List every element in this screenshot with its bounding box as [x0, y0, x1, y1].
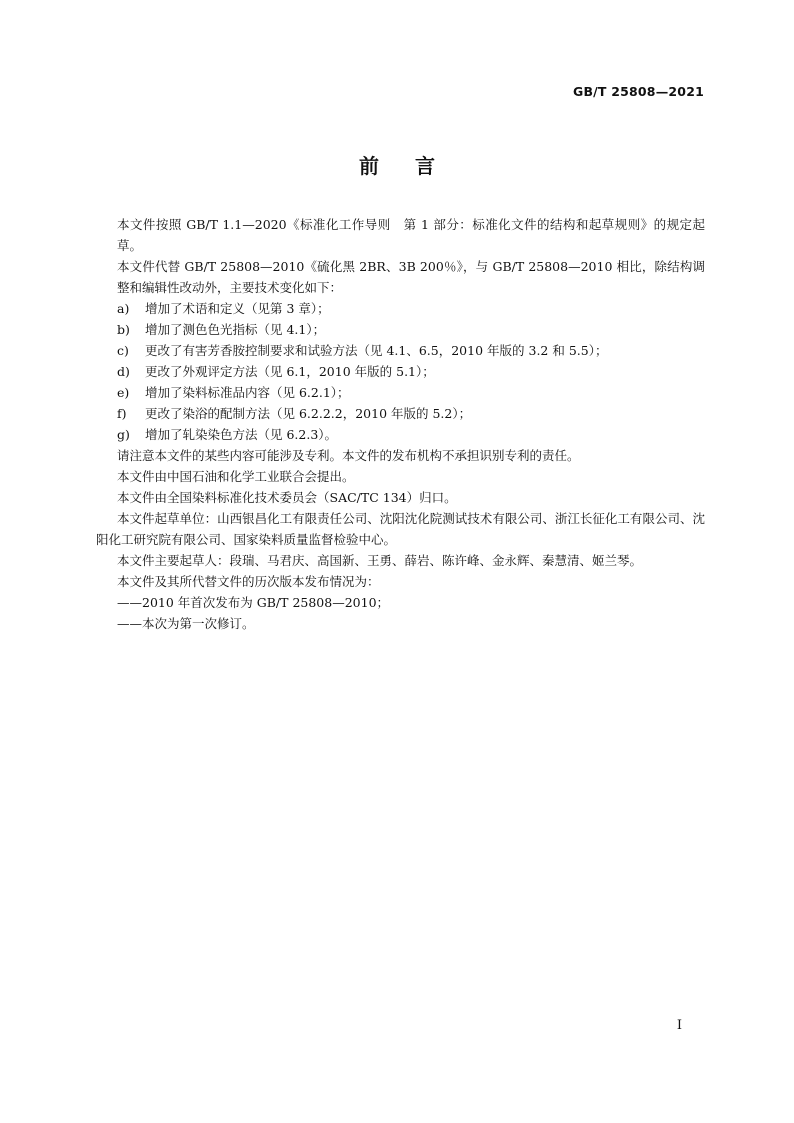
list-item: [117, 298, 705, 319]
history-item: ——本次为第一次修订。: [117, 616, 255, 631]
list-item-text: 增加了测色色光指标（见 4.1）；: [145, 322, 326, 337]
page-title: 前言: [359, 154, 471, 178]
list-item: [117, 403, 705, 424]
list-item: [117, 340, 705, 361]
list-item: [117, 382, 705, 403]
paragraph-proposed-by: 本文件由中国石油和化学工业联合会提出。: [117, 469, 355, 484]
list-item: [117, 319, 705, 340]
list-item: [117, 424, 705, 445]
paragraph-drafters: 本文件主要起草人：段瑞、马君庆、高国新、王勇、薛岩、陈许峰、金永辉、秦慧清、姬兰琴。: [117, 553, 643, 568]
list-item-text: 更改了外观评定方法（见 6.1，2010 年版的 5.1）；: [145, 364, 435, 379]
list-marker: g): [117, 427, 130, 442]
list-marker: e): [117, 385, 130, 400]
paragraph-drafting-rule: [117, 214, 705, 256]
list-marker: f): [117, 406, 127, 421]
page-number: I: [676, 1018, 682, 1033]
paragraph-patent-notice: 请注意本文件的某些内容可能涉及专利。本文件的发布机构不承担识别专利的责任。: [117, 448, 580, 463]
history-item: ——2010 年首次发布为 GB/T 25808—2010；: [117, 595, 390, 610]
list-marker: d): [117, 364, 130, 379]
changes-list: [117, 298, 705, 445]
list-item-text: 增加了轧染染色方法（见 6.2.3）。: [145, 427, 338, 442]
paragraph-centralized-by: 本文件由全国染料标准化技术委员会（SAC/TC 134）归口。: [117, 490, 457, 505]
list-item-text: 增加了染料标准品内容（见 6.2.1）；: [145, 385, 350, 400]
paragraph-history-intro: 本文件及其所代替文件的历次版本发布情况为：: [117, 574, 380, 589]
foreword-body: [96, 214, 705, 634]
list-item-text: 增加了术语和定义（见第 3 章）；: [145, 301, 330, 316]
paragraph-text: 本文件按照 GB/T 1.1—2020《标准化工作导则 第 1 部分：标准化文件的结构和起草规则》的规定起草。: [117, 217, 705, 253]
paragraph-drafting-units: 本文件起草单位：山西银昌化工有限责任公司、沈阳沈化院测试技术有限公司、浙江长征化工有限公司、沈阳化工研究院有限公司、国家染料质量监督检验中心。: [96, 511, 705, 547]
paragraph-replacement: [117, 256, 705, 298]
list-item: [117, 361, 705, 382]
list-marker: a): [117, 301, 130, 316]
list-item-text: 更改了染浴的配制方法（见 6.2.2.2，2010 年版的 5.2）；: [145, 406, 472, 421]
paragraph-text: 本文件代替 GB/T 25808—2010《硫化黑 2BR、3B 200％》，与 GB/T 25808—2010 相比，除结构调整和编辑性改动外，主要技术变化如下：: [117, 259, 705, 295]
list-marker: c): [117, 343, 129, 358]
list-item-text: 更改了有害芳香胺控制要求和试验方法（见 4.1、6.5，2010 年版的 3.2 和 5.5）；: [145, 343, 608, 358]
list-marker: b): [117, 322, 130, 337]
standard-number: GB/T 25808—2021: [572, 84, 704, 99]
